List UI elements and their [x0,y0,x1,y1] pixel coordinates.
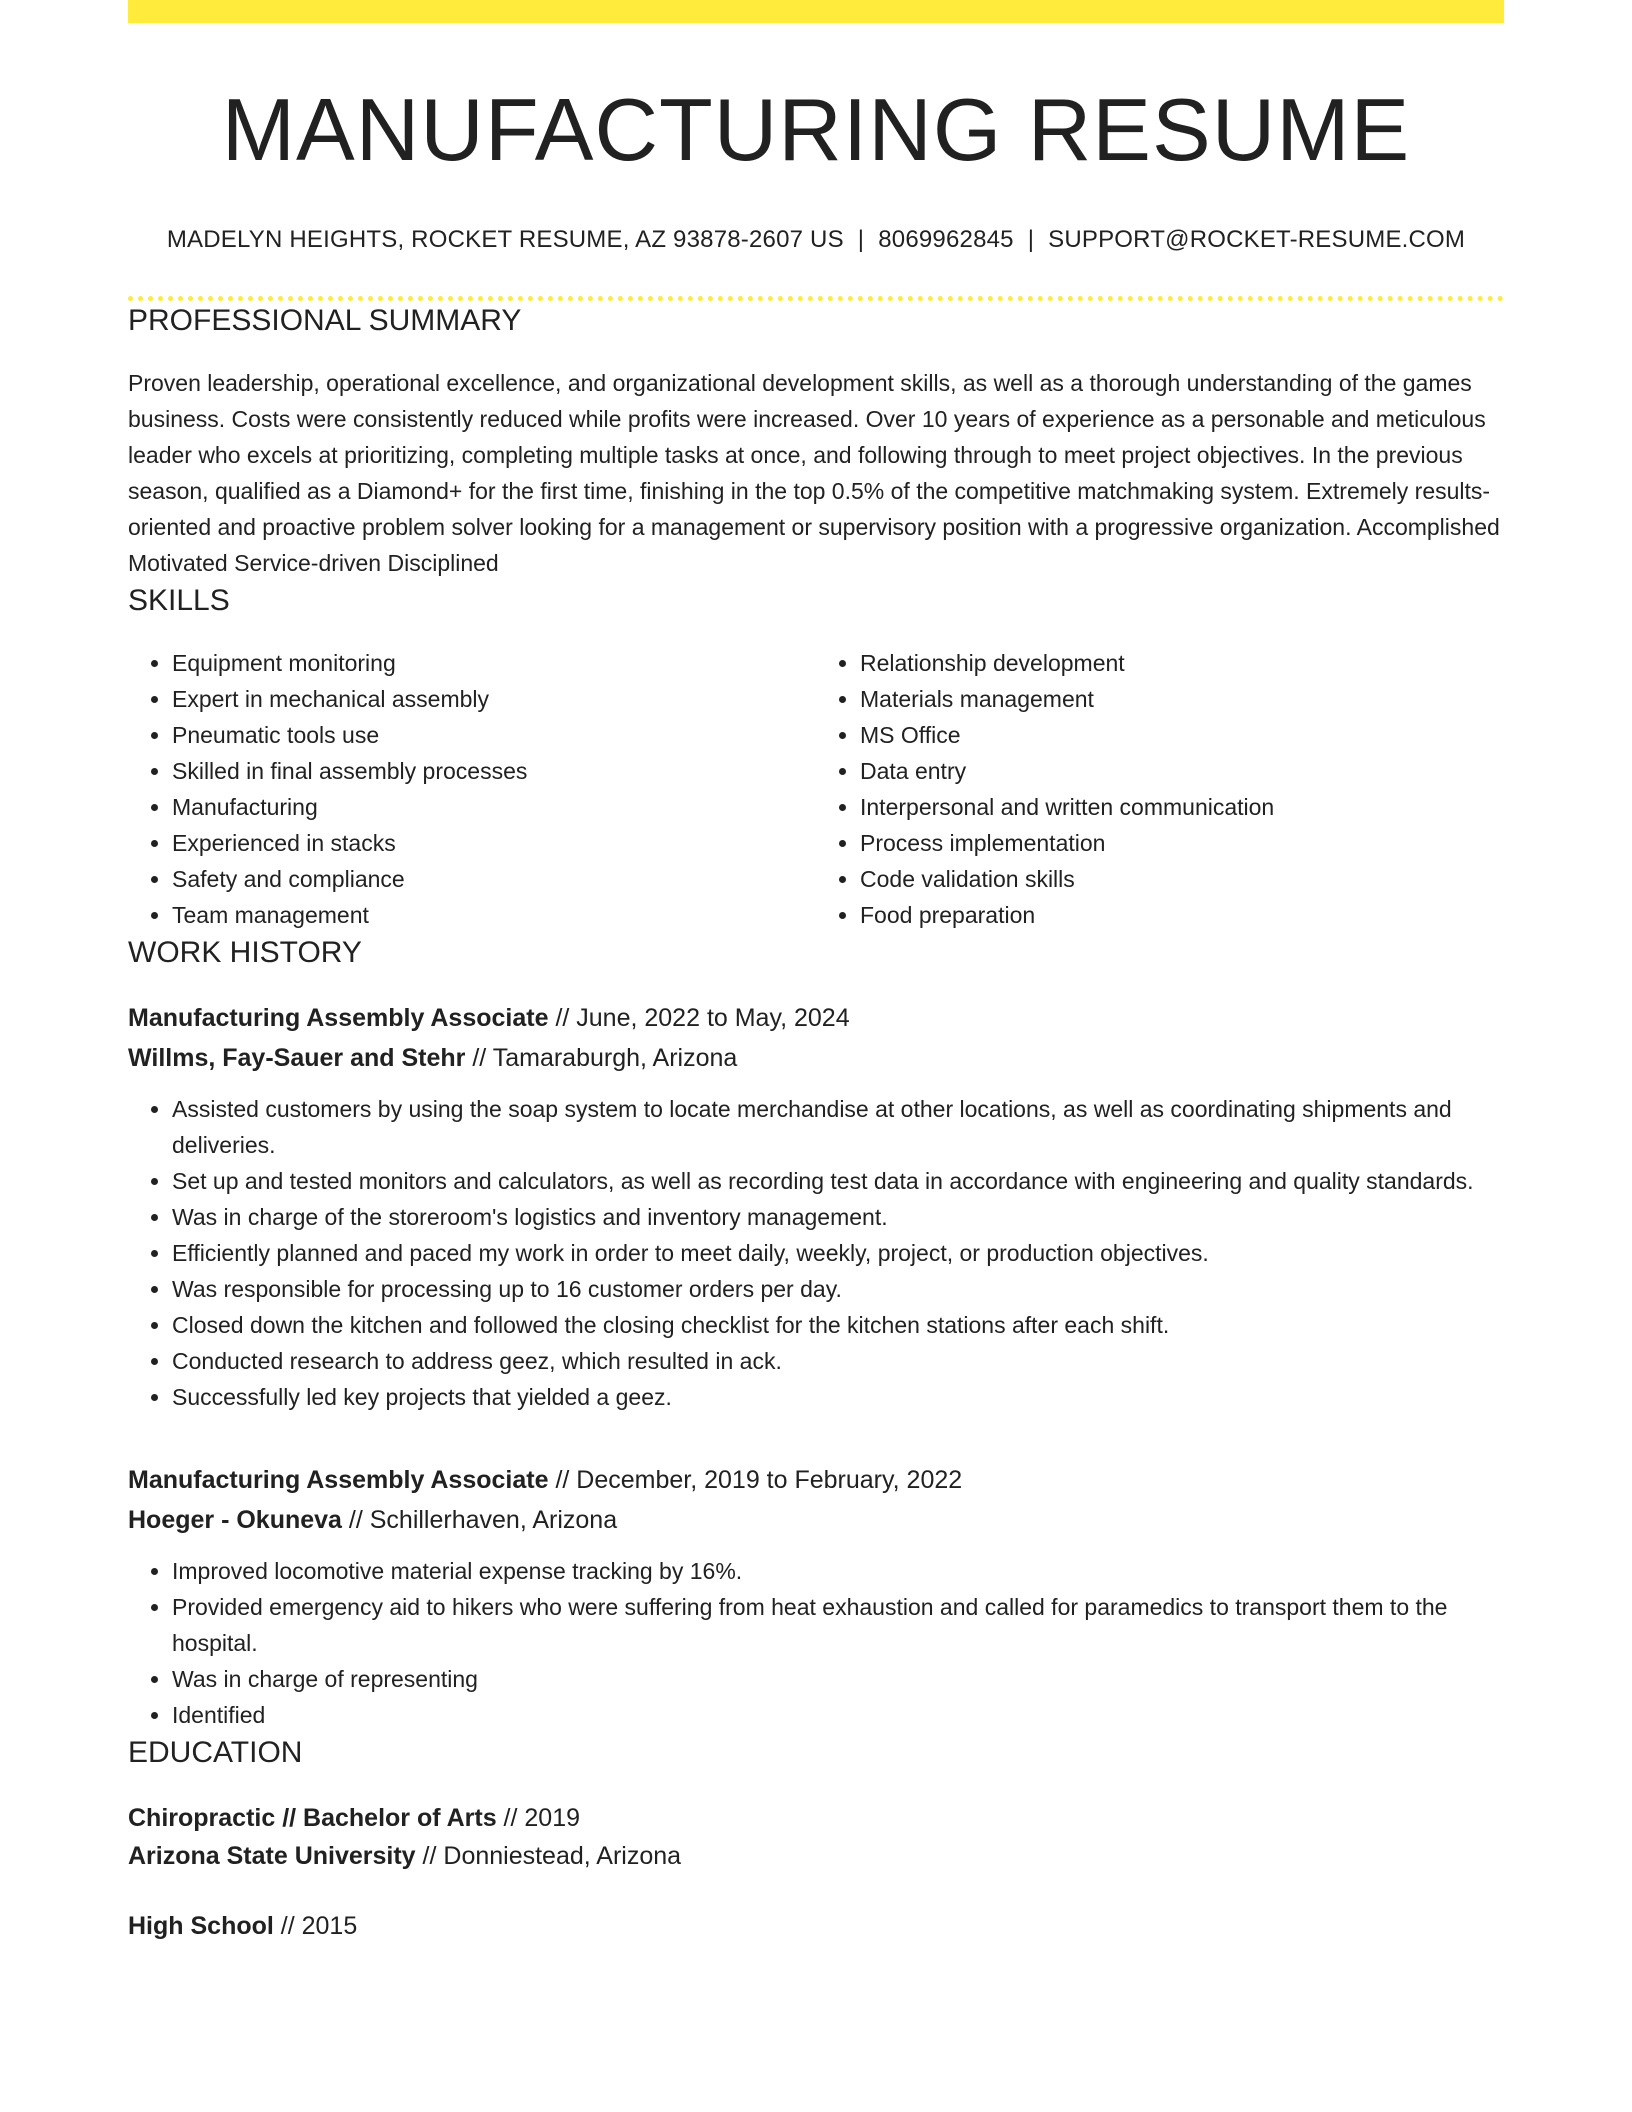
job-bullet: • Successfully led key projects that yielded a geez. [172,1379,1504,1415]
job-company-line [128,1039,1504,1077]
job-bullets [128,1091,1504,1415]
skill-item: • Data entry [860,753,1504,789]
job-title-line [128,999,1504,1037]
skill-item: • Food preparation [860,897,1504,933]
job-bullet: • Set up and tested monitors and calculators, as well as recording test data in accordance with engineering and quality standards. [172,1163,1504,1199]
resume-name: MANUFACTURING RESUME [221,80,1411,179]
job-bullet: • Was in charge of the storeroom's logistics and inventory management. [172,1199,1504,1235]
education-degree-line [128,1907,1504,1945]
skill-item: • Relationship development [860,645,1504,681]
skill-item: • Safety and compliance [172,861,816,897]
education-entry [128,1799,1504,1875]
summary-heading: PROFESSIONAL SUMMARY [128,304,522,337]
skill-item: • Equipment monitoring [172,645,816,681]
contact-address: MADELYN HEIGHTS, ROCKET RESUME, AZ 93878-2607 US [166,226,844,253]
job-company: Hoeger - Okuneva [128,1506,342,1534]
job-bullet: • Was responsible for processing up to 16 customer orders per day. [172,1271,1504,1307]
skill-item: • Pneumatic tools use [172,717,816,753]
job-location: // Tamaraburgh, Arizona [472,1044,738,1072]
education-year: // 2019 [503,1804,580,1832]
education-location: // Donniestead, Arizona [422,1842,682,1870]
job-company-line [128,1501,1504,1539]
skills-heading: SKILLS [128,584,230,617]
education-entry [128,1907,1504,1945]
job-dates: // June, 2022 to May, 2024 [555,1004,850,1032]
skill-item: • Materials management [860,681,1504,717]
skill-item: • Process implementation [860,825,1504,861]
job-location: // Schillerhaven, Arizona [348,1506,618,1534]
education-degree: Chiropractic // Bachelor of Arts [128,1804,497,1832]
job-bullet: • Conducted research to address geez, which resulted in ack. [172,1343,1504,1379]
summary-text: Proven leadership, operational excellence, and organizational development skills, as well as a thorough understanding of the games business. Costs were consistently reduced while profits were increased. Over 10 years of experience as a personable and meticulous leader who excels at prioritizing, completing multiple tasks at once, and following through to meet project objectives. In the previous season, qualified as a Diamond+ for the first time, finishing in the top 0.5% of the competitive matchmaking system. Extremely results-oriented and proactive problem solver looking for a management or supervisory position with a progressive organization. Accomplished Motivated Service-driven Disciplined [128,370,1500,576]
contact-line [128,224,1504,256]
contact-separator: | [857,226,865,253]
job-bullet: • Closed down the kitchen and followed the closing checklist for the kitchen stations after each shift. [172,1307,1504,1343]
resume-content [128,0,1504,1945]
contact-email: SUPPORT@ROCKET-RESUME.COM [1048,226,1466,253]
job-bullet: • Was in charge of representing [172,1661,1504,1697]
job-entry [128,999,1504,1415]
skill-item: • Code validation skills [860,861,1504,897]
contact-phone: 8069962845 [878,226,1014,253]
skill-item: • Manufacturing [172,789,816,825]
job-title-line [128,1461,1504,1499]
job-bullet: • Assisted customers by using the soap system to locate merchandise at other locations, as well as coordinating shipments and deliveries. [172,1091,1504,1163]
job-company: Willms, Fay-Sauer and Stehr [128,1044,466,1072]
education-school: Arizona State University [128,1842,416,1870]
job-dates: // December, 2019 to February, 2022 [555,1466,963,1494]
skill-item: • Skilled in final assembly processes [172,753,816,789]
job-bullet: • Provided emergency aid to hikers who were suffering from heat exhaustion and called for paramedics to transport them to the hospital. [172,1589,1504,1661]
education-heading: EDUCATION [128,1736,303,1769]
skill-item: • Expert in mechanical assembly [172,681,816,717]
job-bullet: • Efficiently planned and paced my work in order to meet daily, weekly, project, or production objectives. [172,1235,1504,1271]
work-history-heading: WORK HISTORY [128,936,362,969]
job-bullet: • Identified [172,1697,1504,1733]
job-position: Manufacturing Assembly Associate [128,1004,549,1032]
education-degree: High School [128,1912,274,1940]
job-entry [128,1461,1504,1733]
education-school-line [128,1837,1504,1875]
skill-item: • Experienced in stacks [172,825,816,861]
skills-left-list [128,645,816,933]
contact-separator: | [1027,226,1035,253]
skill-item: • Interpersonal and written communication [860,789,1504,825]
job-bullet: • Improved locomotive material expense tracking by 16%. [172,1553,1504,1589]
skills-right-list [816,645,1504,933]
skills-columns [128,645,1504,933]
skill-item: • MS Office [860,717,1504,753]
education-degree-line [128,1799,1504,1837]
job-position: Manufacturing Assembly Associate [128,1466,549,1494]
job-bullets [128,1553,1504,1733]
skill-item: • Team management [172,897,816,933]
education-year: // 2015 [280,1912,358,1940]
